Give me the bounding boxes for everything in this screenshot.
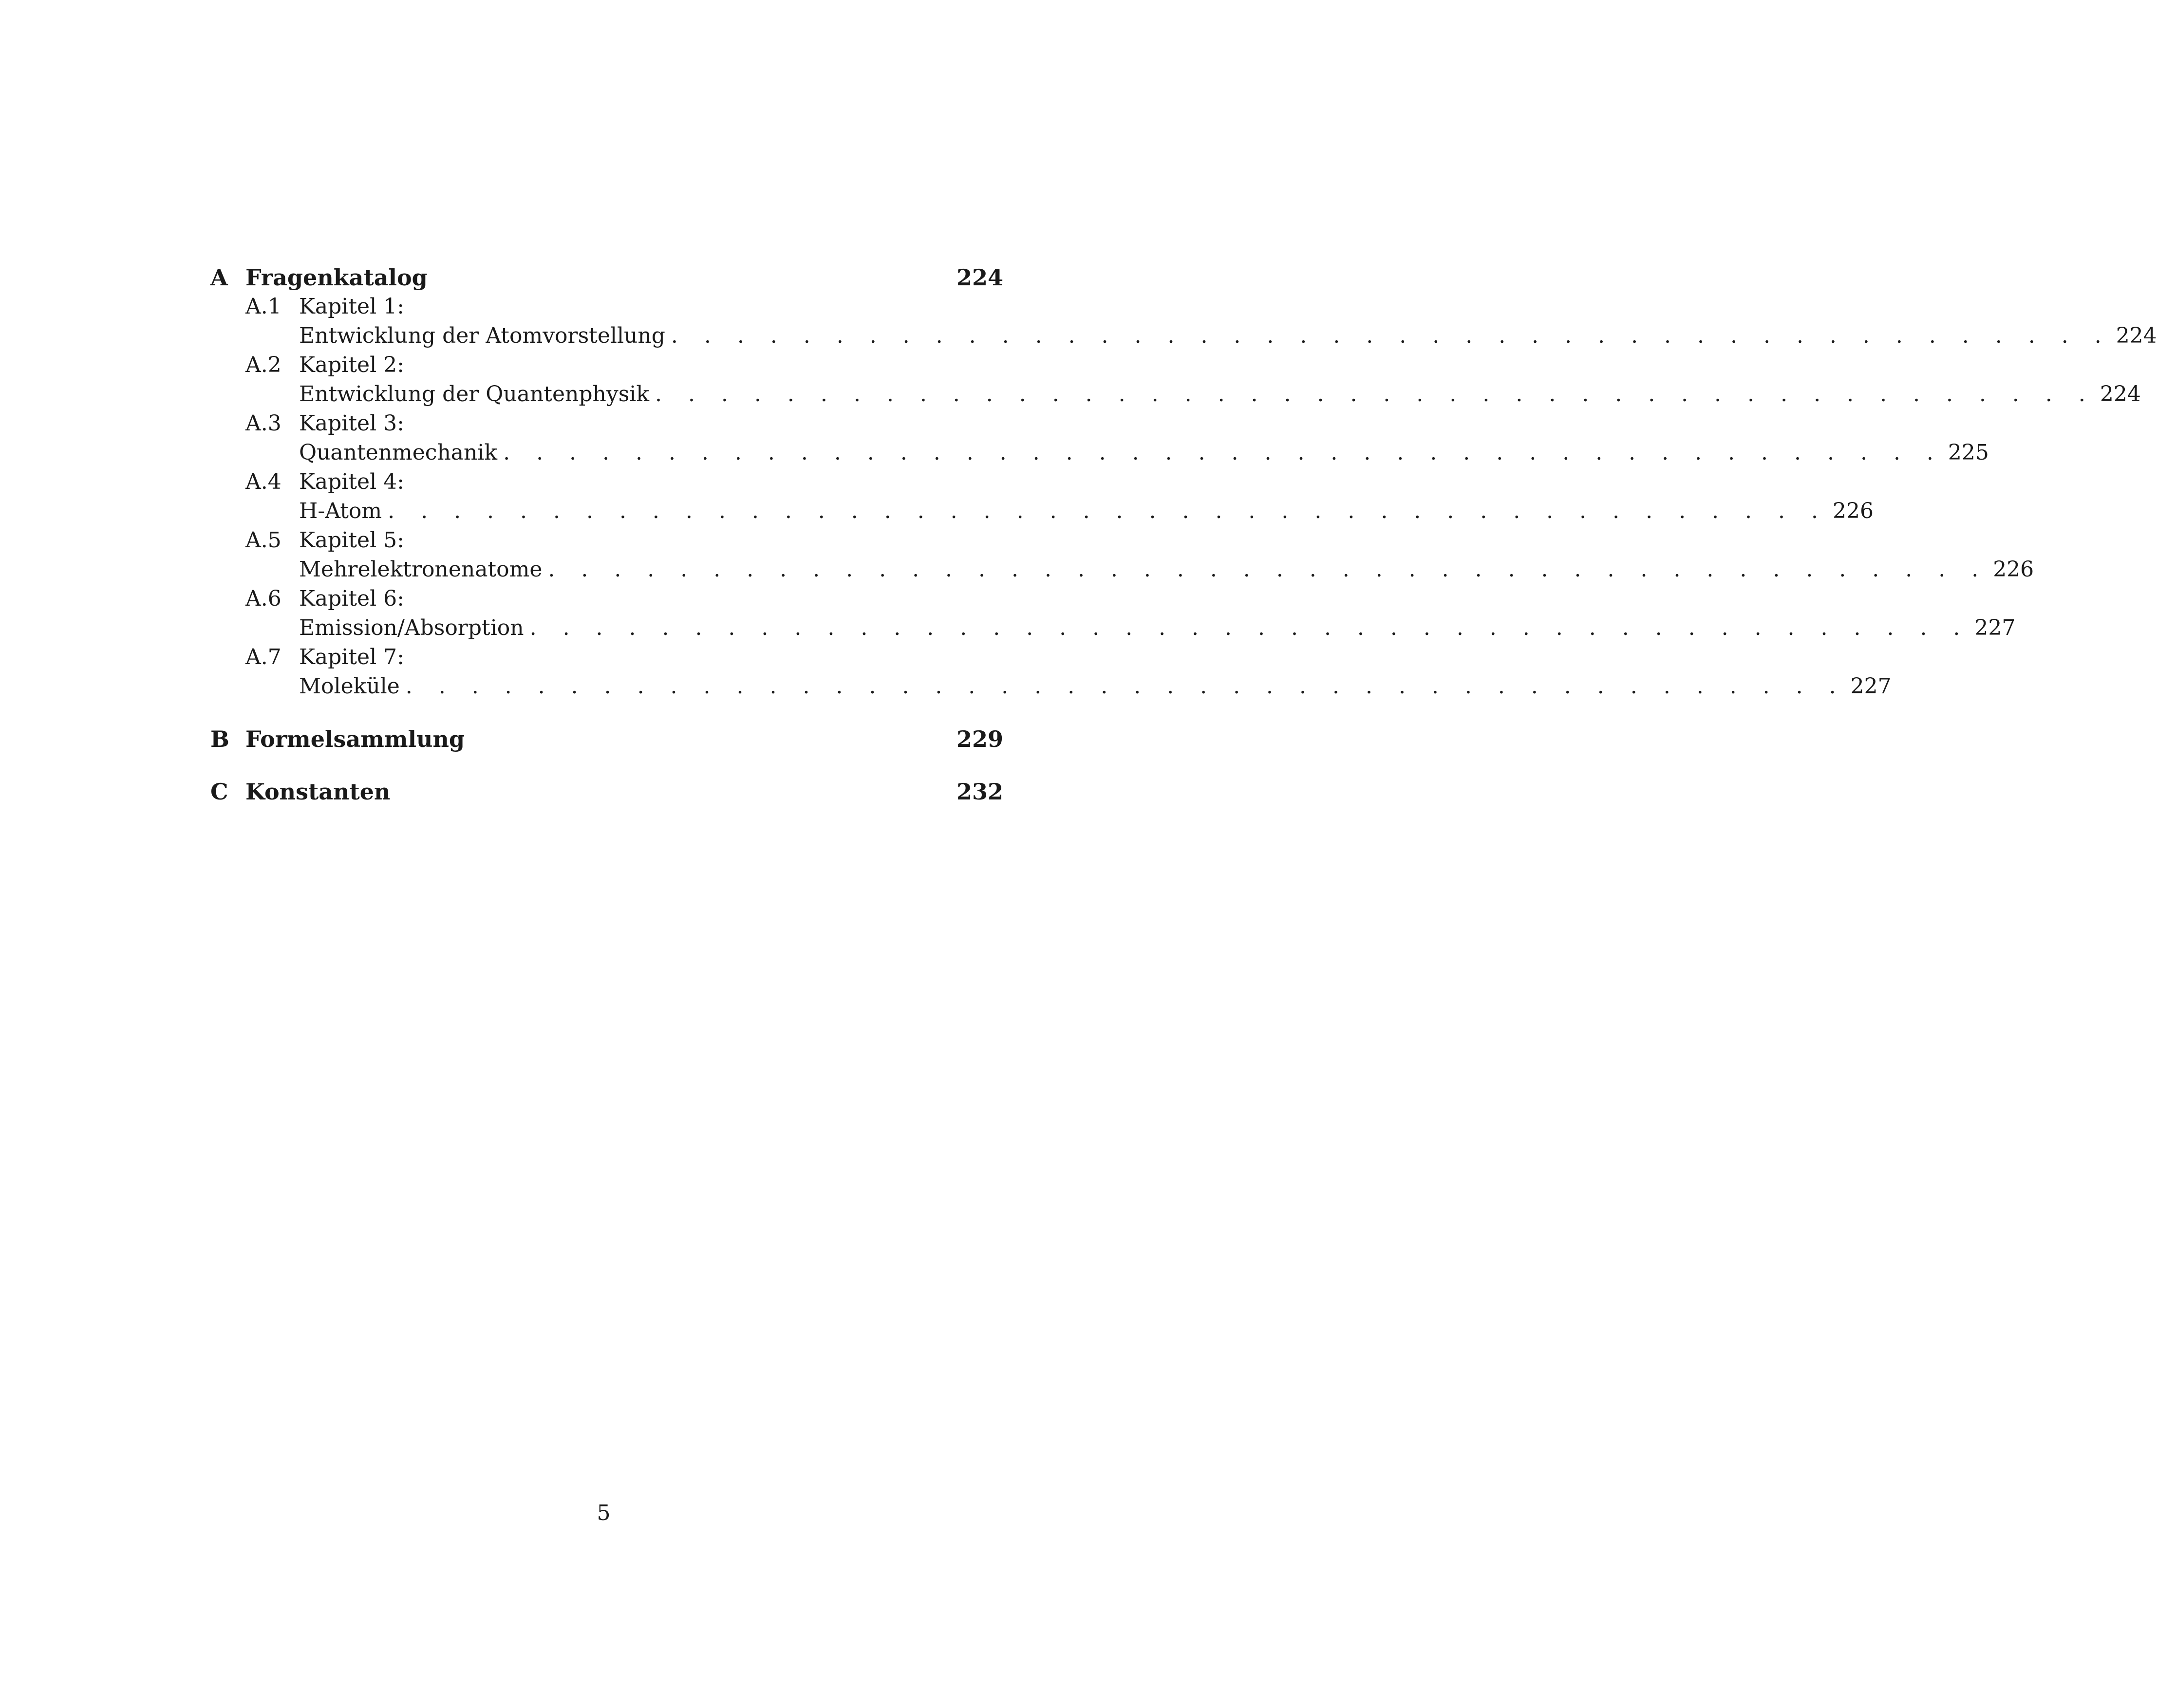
section-label: Kapitel 7: xyxy=(299,645,404,669)
chapter-title: Fragenkatalog xyxy=(245,264,428,291)
section-number: A.7 xyxy=(245,645,281,669)
section-label: Kapitel 1: xyxy=(299,294,404,319)
dot-leader: . . . . . . . . . . . . . . . . . . . . . . . . . . . . . . . . . . . . . . . . . . . . xyxy=(388,499,1828,523)
dot-leader: . . . . . . . . . . . . . . . . . . . . . . . . . . . . . . . . . . . . . . . . . . . . xyxy=(655,382,2095,407)
section-number: A.1 xyxy=(245,294,281,319)
section-page-number: 224 xyxy=(2116,323,2157,348)
chapter-page-number: 229 xyxy=(956,726,1003,752)
section-title: Moleküle xyxy=(299,674,400,699)
dot-leader: . . . . . . . . . . . . . . . . . . . . . . . . . . . . . . . . . . . . . . . . . . . . xyxy=(529,615,1970,640)
chapter-title: Konstanten xyxy=(245,779,391,805)
chapter-page-number: 232 xyxy=(956,779,1003,805)
section-title: Entwicklung der Quantenphysik xyxy=(299,382,650,407)
section-number: A.3 xyxy=(245,411,281,436)
section-number: A.4 xyxy=(245,469,281,494)
section-page-number: 227 xyxy=(1850,674,1892,699)
dot-leader: . . . . . . . . . . . . . . . . . . . . . . . . . . . . . . . . . . . . . . . . . . . . xyxy=(548,557,1988,582)
toc-section-a3[interactable] xyxy=(210,409,1989,467)
chapter-letter: C xyxy=(210,779,228,805)
toc-chapter-c[interactable] xyxy=(210,777,1003,806)
section-title: Quantenmechanik xyxy=(299,440,498,465)
section-label: Kapitel 4: xyxy=(299,469,404,494)
chapter-letter: A xyxy=(210,264,228,291)
section-label: Kapitel 3: xyxy=(299,411,404,436)
chapter-page-number: 224 xyxy=(956,264,1003,291)
section-label: Kapitel 6: xyxy=(299,586,404,611)
section-page-number: 224 xyxy=(2100,382,2141,407)
section-title: Entwicklung der Atomvorstellung xyxy=(299,323,665,348)
dot-leader: . . . . . . . . . . . . . . . . . . . . . . . . . . . . . . . . . . . . . . . . . . . . xyxy=(405,674,1846,699)
toc-section-a2[interactable] xyxy=(210,351,2141,409)
section-title: Emission/Absorption xyxy=(299,615,524,640)
toc-section-a1[interactable] xyxy=(210,292,2157,351)
section-number: A.2 xyxy=(245,353,281,377)
section-page-number: 226 xyxy=(1832,499,1874,523)
toc-chapter-a[interactable] xyxy=(210,263,1003,292)
chapter-letter: B xyxy=(210,726,229,752)
section-label: Kapitel 2: xyxy=(299,353,404,377)
dot-leader: . . . . . . . . . . . . . . . . . . . . . . . . . . . . . . . . . . . . . . . . . . . . xyxy=(671,323,2111,348)
section-label: Kapitel 5: xyxy=(299,528,404,553)
section-page-number: 227 xyxy=(1974,615,2016,640)
page-number: 5 xyxy=(597,1501,611,1525)
section-number: A.6 xyxy=(245,586,281,611)
toc-section-a6[interactable] xyxy=(210,584,2016,643)
section-number: A.5 xyxy=(245,528,281,553)
toc-section-a7[interactable] xyxy=(210,643,1892,701)
section-page-number: 225 xyxy=(1948,440,1989,465)
toc-chapter-b[interactable] xyxy=(210,724,1003,754)
toc-section-a4[interactable] xyxy=(210,467,1874,526)
section-title: Mehrelektronenatome xyxy=(299,557,543,582)
toc-section-a5[interactable] xyxy=(210,526,2034,584)
chapter-title: Formelsammlung xyxy=(245,726,465,752)
dot-leader: . . . . . . . . . . . . . . . . . . . . . . . . . . . . . . . . . . . . . . . . . . . . xyxy=(503,440,1943,465)
section-title: H-Atom xyxy=(299,499,382,523)
section-page-number: 226 xyxy=(1993,557,2034,582)
table-of-contents xyxy=(210,263,2157,806)
